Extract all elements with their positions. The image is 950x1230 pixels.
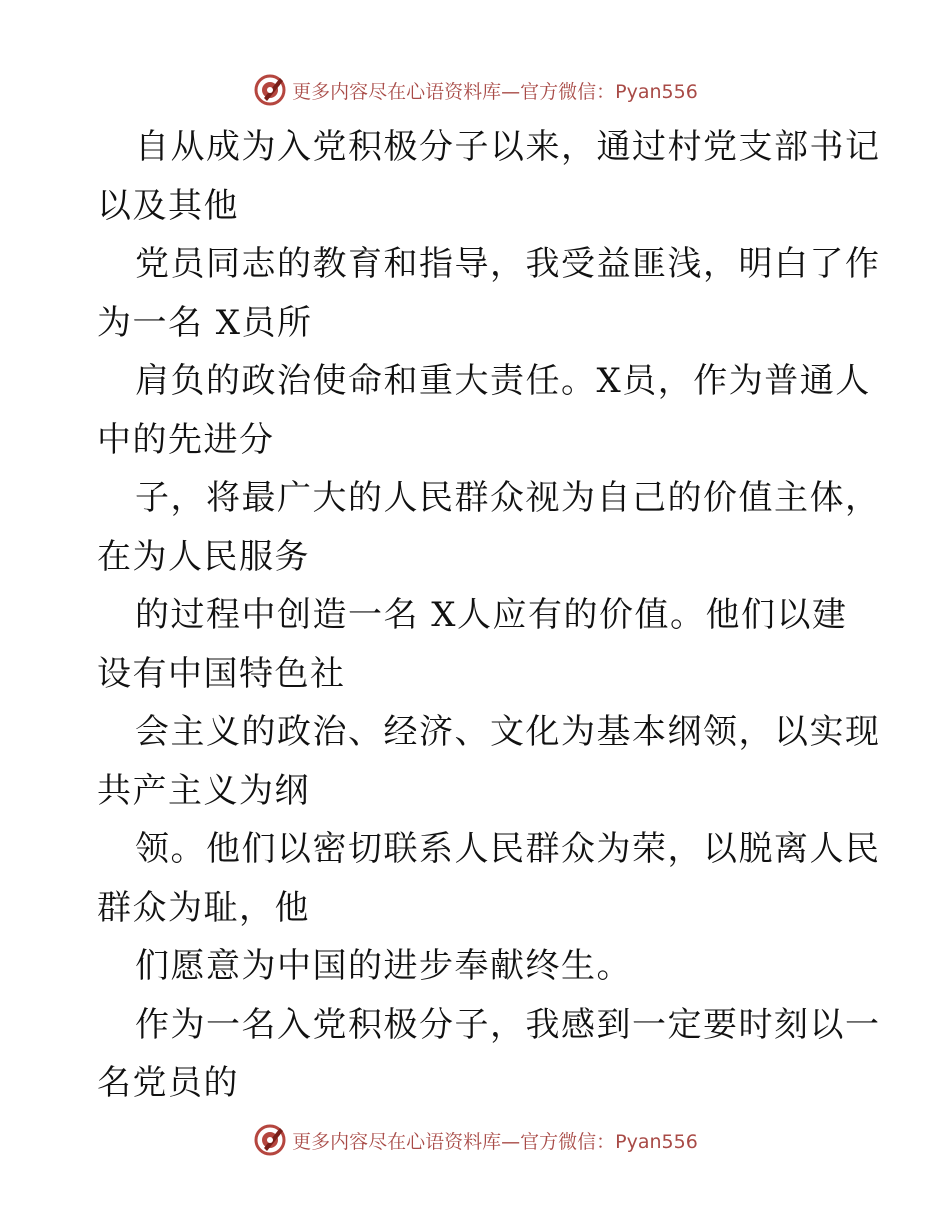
- body-line: 肩负的政治使命和重大责任。X员，作为普通人: [135, 361, 871, 401]
- red-circle-pen-logo-icon: [252, 1122, 288, 1158]
- body-line: 们愿意为中国的进步奉献终生。: [135, 946, 632, 986]
- red-circle-pen-logo-icon: [252, 72, 288, 108]
- body-line: 名党员的: [97, 1063, 239, 1103]
- body-line: 群众为耻，他: [97, 887, 310, 928]
- body-line: 中的先进分: [97, 419, 275, 460]
- body-line: 领。他们以密切联系人民群众为荣，以脱离人民: [135, 829, 881, 869]
- footer-watermark-text: 更多内容尽在心语资料库—官方微信：Pyan556: [292, 1130, 698, 1153]
- body-line: 会主义的政治、经济、文化为基本纲领，以实现: [135, 712, 881, 752]
- body-line: 作为一名入党积极分子，我感到一定要时刻以一: [135, 1004, 881, 1045]
- document-body: [97, 118, 881, 1113]
- body-line: 自从成为入党积极分子以来，通过村党支部书记: [135, 127, 881, 167]
- body-line: 党员同志的教育和指导，我受益匪浅，明白了作: [135, 244, 881, 284]
- body-line: 为一名 X员所: [97, 302, 313, 343]
- body-line: 共产主义为纲: [97, 770, 310, 811]
- body-line: 以及其他: [97, 185, 239, 226]
- header-watermark-text: 更多内容尽在心语资料库—官方微信：Pyan556: [292, 80, 698, 103]
- body-line: 的过程中创造一名 X人应有的价值。他们以建: [135, 595, 848, 635]
- body-line: 子，将最广大的人民群众视为自己的价值主体，: [135, 478, 881, 518]
- header-watermark: [0, 70, 950, 110]
- body-line: 在为人民服务: [97, 536, 310, 577]
- body-line: 设有中国特色社: [97, 653, 346, 694]
- footer-watermark: [0, 1120, 950, 1160]
